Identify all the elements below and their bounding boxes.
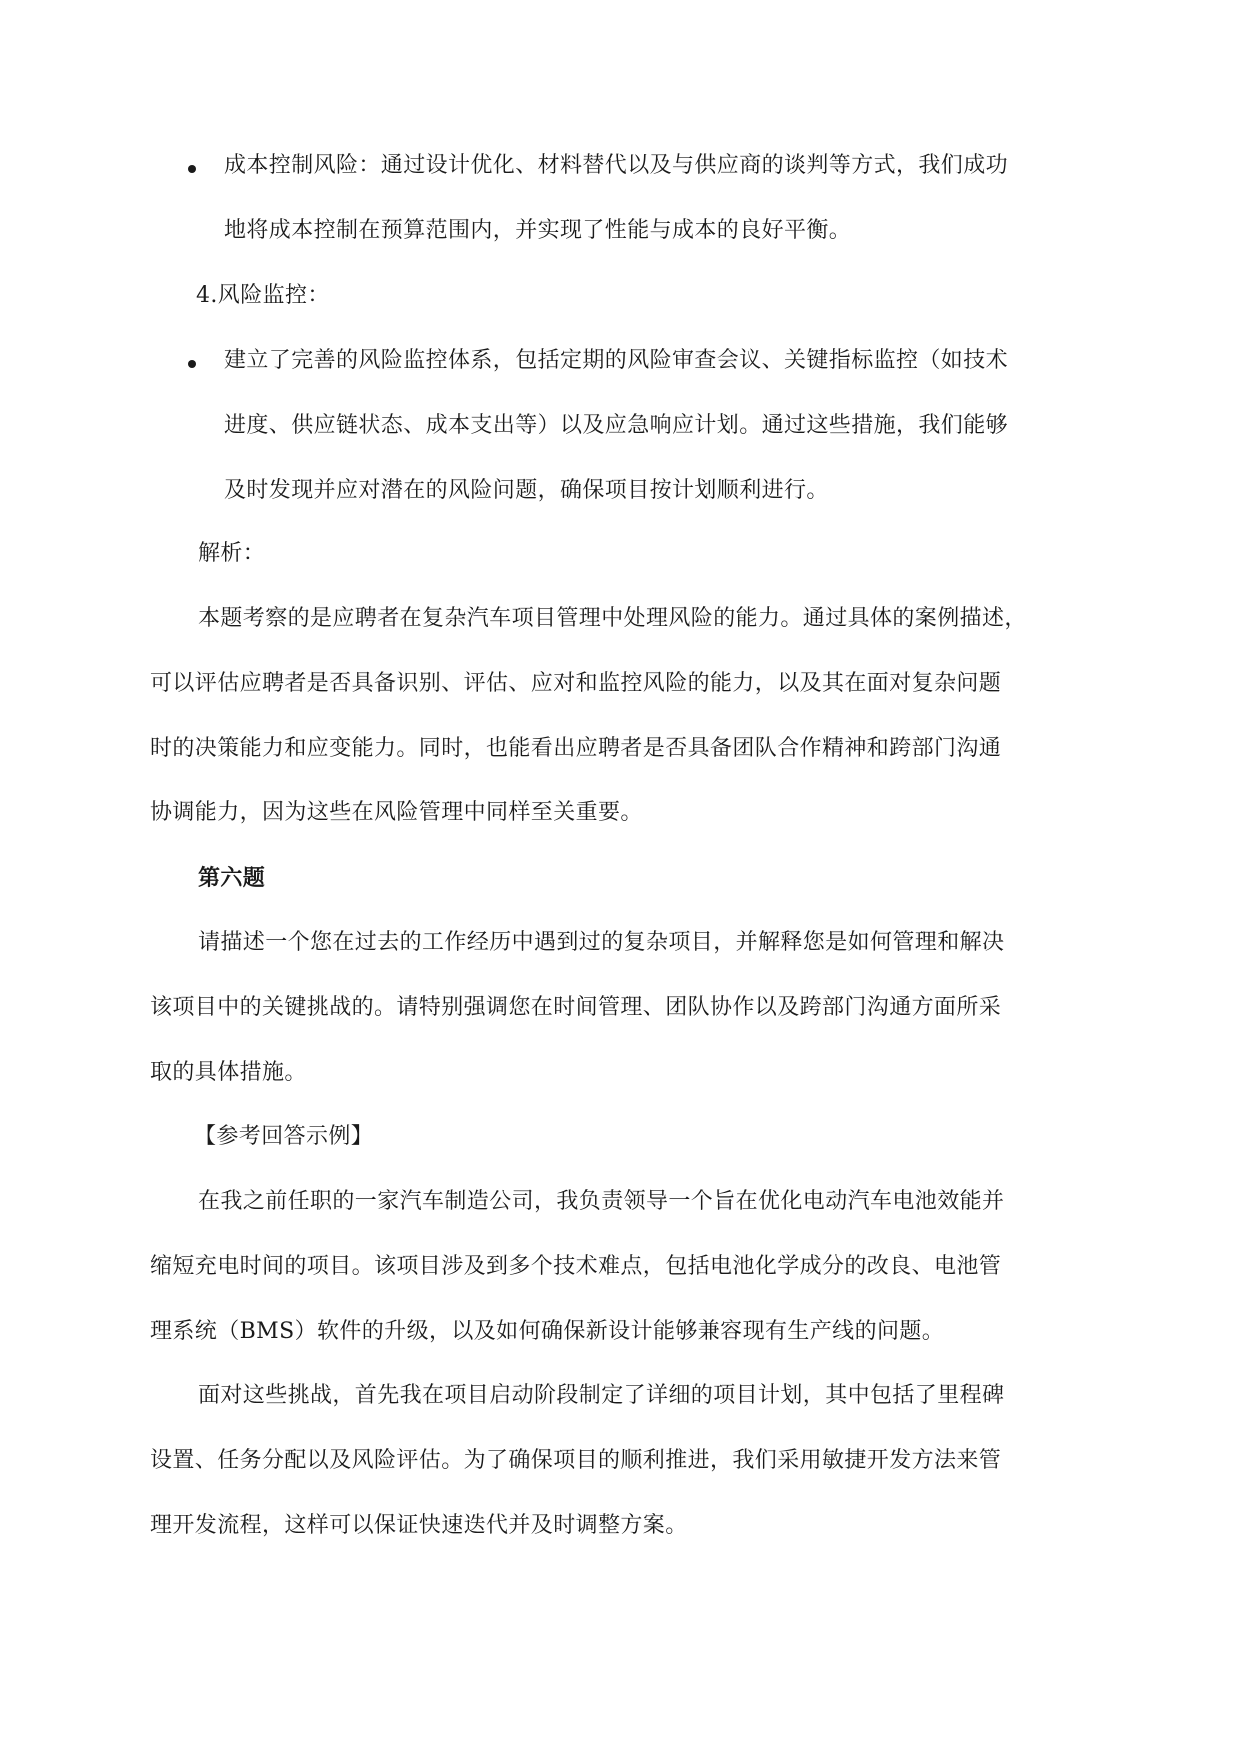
question-6-line-3: 取的具体措施。 (150, 1060, 307, 1085)
reference-p1-line-2: 缩短充电时间的项目。该项目涉及到多个技术难点，包括电池化学成分的改良、电池管 (150, 1254, 1002, 1279)
analysis-line-2: 可以评估应聘者是否具备识别、评估、应对和监控风险的能力，以及其在面对复杂问题 (150, 671, 1002, 696)
question-6-title: 第六题 (198, 865, 266, 891)
heading-risk-monitoring: 4.风险监控： (196, 283, 330, 308)
question-6-line-2: 该项目中的关键挑战的。请特别强调您在时间管理、团队协作以及跨部门沟通方面所采 (150, 995, 1002, 1020)
reference-p1-line-3: 理系统（BMS）软件的升级，以及如何确保新设计能够兼容现有生产线的问题。 (150, 1319, 945, 1344)
bullet-dot (188, 360, 196, 368)
bullet-monitor-line-2: 进度、供应链状态、成本支出等）以及应急响应计划。通过这些措施，我们能够 (224, 413, 1009, 438)
reference-answer-label: 【参考回答示例】 (194, 1124, 374, 1149)
reference-p2-line-1: 面对这些挑战，首先我在项目启动阶段制定了详细的项目计划，其中包括了里程碑 (198, 1383, 1005, 1408)
bullet-monitor-line-1: 建立了完善的风险监控体系，包括定期的风险审查会议、关键指标监控（如技术 (224, 348, 1009, 373)
analysis-line-4: 协调能力，因为这些在风险管理中同样至关重要。 (150, 800, 643, 825)
reference-p2-line-2: 设置、任务分配以及风险评估。为了确保项目的顺利推进，我们采用敏捷开发方法来管 (150, 1448, 1002, 1473)
reference-p2-line-3: 理开发流程，这样可以保证快速迭代并及时调整方案。 (150, 1513, 688, 1538)
bullet-cost-line-2: 地将成本控制在预算范围内，并实现了性能与成本的良好平衡。 (224, 218, 852, 243)
analysis-line-1: 本题考察的是应聘者在复杂汽车项目管理中处理风险的能力。通过具体的案例描述， (198, 606, 1027, 631)
analysis-line-3: 时的决策能力和应变能力。同时，也能看出应聘者是否具备团队合作精神和跨部门沟通 (150, 736, 1002, 761)
analysis-label: 解析： (198, 541, 266, 566)
reference-p1-line-1: 在我之前任职的一家汽车制造公司，我负责领导一个旨在优化电动汽车电池效能并 (198, 1189, 1005, 1214)
bullet-cost-line-1: 成本控制风险：通过设计优化、材料替代以及与供应商的谈判等方式，我们成功 (224, 153, 1009, 178)
bullet-monitor-line-3: 及时发现并应对潜在的风险问题，确保项目按计划顺利进行。 (224, 478, 829, 503)
bullet-dot (188, 165, 196, 173)
question-6-line-1: 请描述一个您在过去的工作经历中遇到过的复杂项目，并解释您是如何管理和解决 (198, 930, 1005, 955)
